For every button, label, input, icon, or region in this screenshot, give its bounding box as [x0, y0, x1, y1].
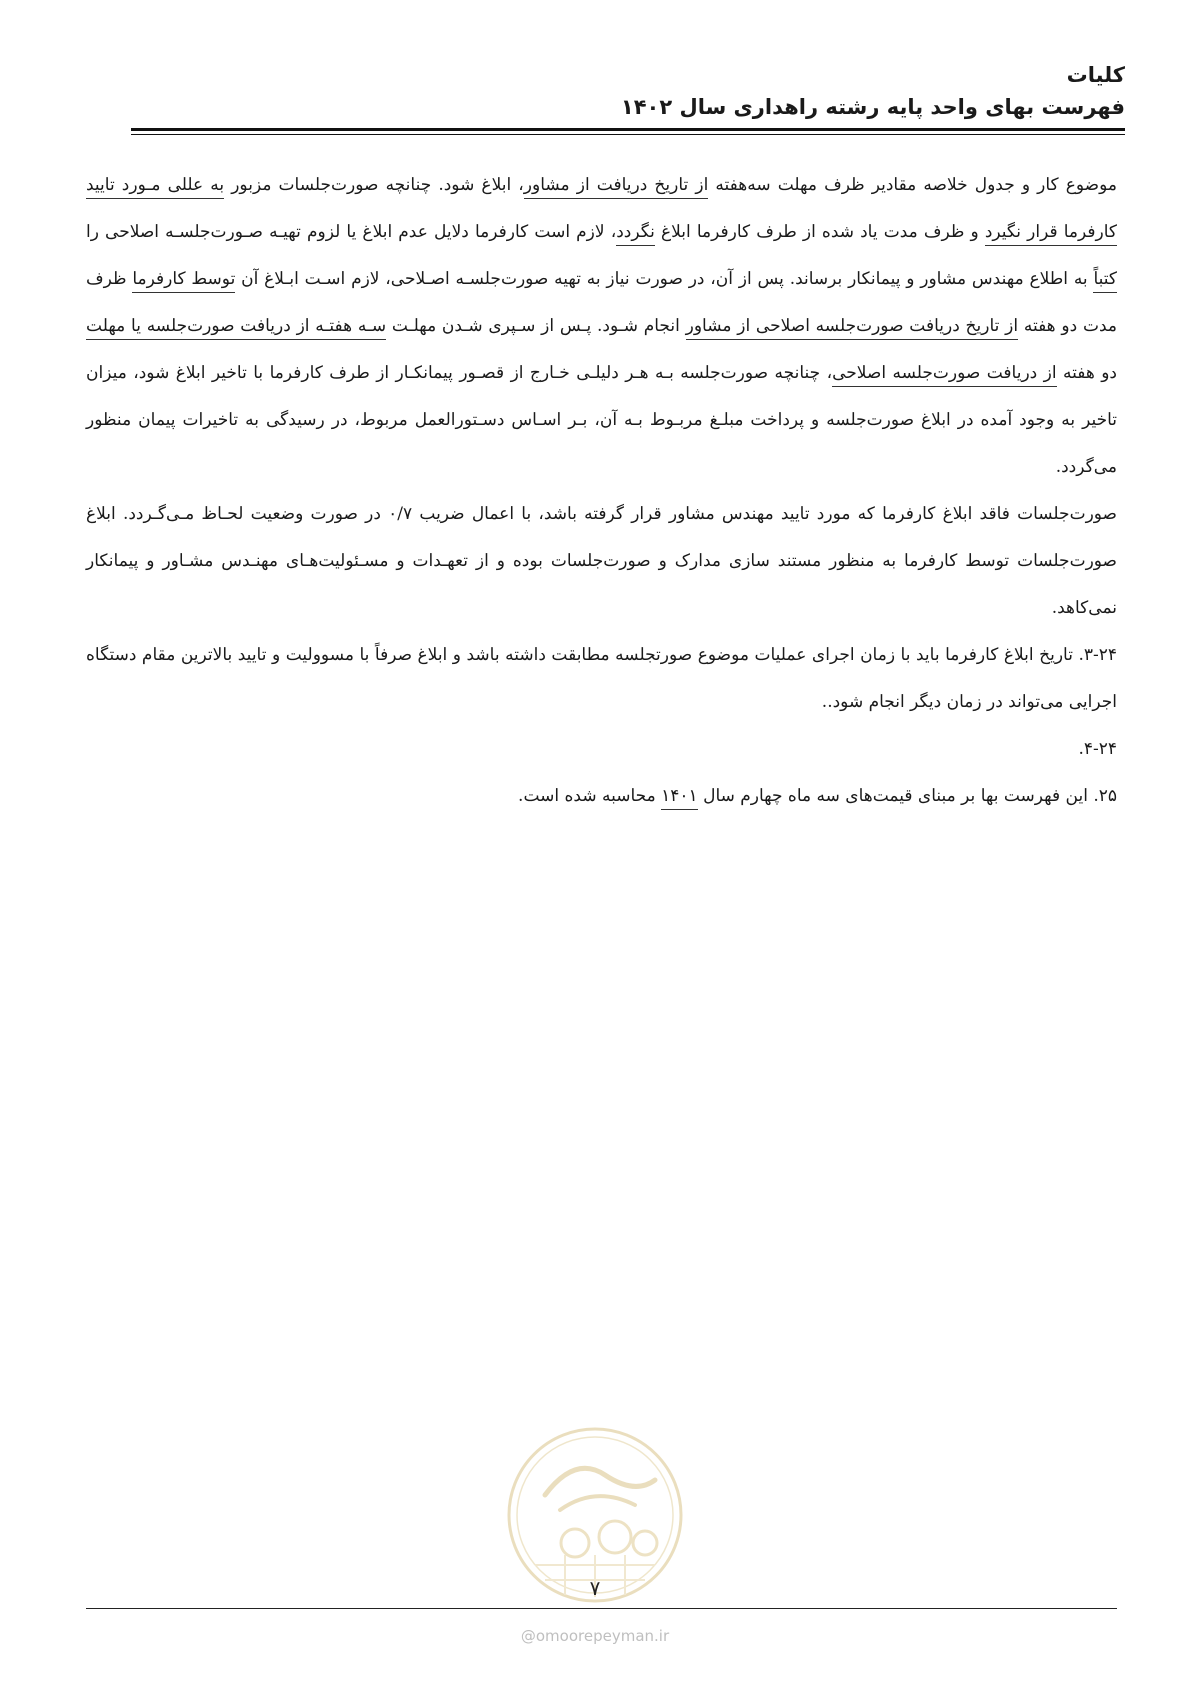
header-rule-thin — [131, 134, 1125, 135]
paragraph-4: ۴-۲۴. — [1078, 739, 1117, 759]
paragraph-1: موضوع کار و جدول خلاصه مقادیر ظرف مهلت سه‌هفته از تاریخ دریافت از مشاور، ابلاغ شود. چنانچه صورت‌جلسات مزبور به عللی مـورد تایید کارفرما قرار نگیرد و ظرف مدت یاد شده از طرف کارفرما ابلاغ نگردد، لازم است کارفرما دلایل عدم ابلاغ یا لزوم تهیـه صـورت‌جلسـه اصلاحی را کتباً به اطلاع مهندس مشاور و پیمانکار برساند. پس از آن، در صورت نیاز به تهیه صورت‌جلسـه اصـلاحی، لازم اسـت ابـلاغ آن توسط کارفرما ظرف مدت دو هفته از تاریخ دریافت صورت‌جلسه اصلاحی از مشاور انجام شـود. پـس از سـپری شـدن مهلـت سـه هفتـه از دریافت صورت‌جلسه یا مهلت دو هفته از دریافت صورت‌جلسه اصلاحی، چنانچه صورت‌جلسه بـه هـر دلیلـی خـارج از قصـور پیمانکـار از طرف کارفرما با تاخیر ابلاغ شود، میزان تاخیر به وجود آمده در ابلاغ صورت‌جلسه و پرداخت مبلـغ مربـوط بـه آن، بـر اسـاس دسـتورالعمل مربوط، در رسیدگی به تاخیرات پیمان منظور می‌گردد. — [86, 175, 1118, 477]
watermark-url: @omoorepeyman.ir — [520, 1627, 670, 1645]
footer-rule — [86, 1608, 1117, 1609]
body-text — [86, 162, 1117, 820]
section-title: کلیات — [1066, 63, 1125, 87]
header-rule-thick — [131, 128, 1125, 131]
page-number: ۷ — [589, 1576, 601, 1600]
paragraph-2: صورت‌جلسات فاقد ابلاغ کارفرما که مورد تایید مهندس مشاور قرار گرفته باشد، با اعمال ضریب ۰/۷ در صورت وضعیت لحـاظ مـی‌گـردد. ابلاغ صورت‌جلسات توسط کارفرما به منظور مستند سازی مدارک و صورت‌جلسات بوده و از تعهـدات و مسـئولیت‌هـای مهنـدس مشـاور و پیمانکار نمی‌کاهد. — [86, 504, 1117, 618]
page-header — [131, 60, 1125, 124]
paragraph-5: ۲۵. این فهرست بها بر مبنای قیمت‌های سه ماه چهارم سال ۱۴۰۱ محاسبه شده است. — [86, 773, 1117, 820]
document-title: فهرست بهای واحد پایه رشته راهداری سال ۱۴۰۲ — [620, 95, 1125, 119]
paragraph-3: ۳-۲۴. تاریخ ابلاغ کارفرما باید با زمان اجرای عملیات موضوع صورتجلسه مطابقت داشته باشد و ابلاغ صرفاً با مسوولیت و تایید بالاترین مقام دستگاه اجرایی می‌تواند در زمان دیگر انجام شود.. — [86, 645, 1117, 712]
